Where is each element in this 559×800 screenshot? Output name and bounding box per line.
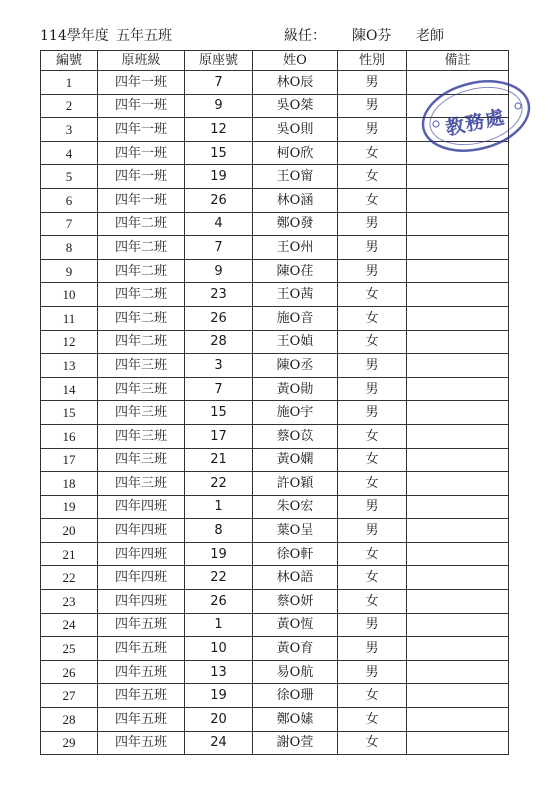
cell-number: 5 [41, 165, 98, 189]
cell-original-class: 四年二班 [98, 283, 185, 307]
cell-remarks [407, 731, 509, 755]
table-row [41, 354, 509, 378]
cell-student-name: 施O音 [253, 306, 338, 330]
table-row [41, 212, 509, 236]
cell-original-seat: 8 [185, 519, 253, 543]
cell-gender: 男 [338, 660, 407, 684]
cell-original-seat: 9 [185, 94, 253, 118]
cell-gender: 男 [338, 212, 407, 236]
column-header-gender: 性別 [338, 51, 407, 71]
table-row [41, 283, 509, 307]
cell-remarks [407, 708, 509, 732]
cell-number: 3 [41, 118, 98, 142]
cell-gender: 男 [338, 401, 407, 425]
cell-gender: 男 [338, 259, 407, 283]
table-body [41, 71, 509, 755]
cell-number: 8 [41, 236, 98, 260]
cell-remarks [407, 448, 509, 472]
cell-number: 26 [41, 660, 98, 684]
cell-original-class: 四年一班 [98, 188, 185, 212]
cell-gender: 男 [338, 519, 407, 543]
cell-original-class: 四年一班 [98, 94, 185, 118]
cell-number: 12 [41, 330, 98, 354]
cell-original-class: 四年二班 [98, 306, 185, 330]
teacher-label: 級任： [284, 28, 326, 44]
cell-gender: 男 [338, 495, 407, 519]
cell-remarks [407, 424, 509, 448]
cell-remarks [407, 542, 509, 566]
cell-gender: 女 [338, 424, 407, 448]
cell-student-name: 蔡O妍 [253, 590, 338, 614]
cell-original-class: 四年二班 [98, 212, 185, 236]
table-row [41, 495, 509, 519]
cell-original-seat: 1 [185, 613, 253, 637]
cell-gender: 女 [338, 590, 407, 614]
column-header-name: 姓O [253, 51, 338, 71]
cell-original-class: 四年五班 [98, 660, 185, 684]
cell-remarks [407, 306, 509, 330]
cell-original-seat: 20 [185, 708, 253, 732]
cell-student-name: 陳O丞 [253, 354, 338, 378]
table-row [41, 731, 509, 755]
cell-gender: 女 [338, 684, 407, 708]
stamp-seal-text: 教務處 [443, 105, 507, 140]
cell-original-seat: 10 [185, 637, 253, 661]
cell-number: 25 [41, 637, 98, 661]
cell-student-name: 吳O則 [253, 118, 338, 142]
column-header-original-class: 原班級 [98, 51, 185, 71]
cell-gender: 女 [338, 165, 407, 189]
column-header-number: 編號 [41, 51, 98, 71]
cell-remarks [407, 519, 509, 543]
cell-original-class: 四年五班 [98, 708, 185, 732]
cell-number: 15 [41, 401, 98, 425]
cell-student-name: 鄭O嫊 [253, 708, 338, 732]
cell-original-class: 四年四班 [98, 566, 185, 590]
cell-number: 2 [41, 94, 98, 118]
cell-original-class: 四年二班 [98, 330, 185, 354]
roster-header [40, 26, 520, 46]
cell-gender: 女 [338, 472, 407, 496]
cell-original-seat: 7 [185, 236, 253, 260]
cell-remarks [407, 330, 509, 354]
table-row [41, 424, 509, 448]
cell-number: 28 [41, 708, 98, 732]
cell-student-name: 黃O恆 [253, 613, 338, 637]
table-row [41, 519, 509, 543]
cell-number: 6 [41, 188, 98, 212]
cell-number: 23 [41, 590, 98, 614]
cell-remarks [407, 637, 509, 661]
cell-student-name: 許O穎 [253, 472, 338, 496]
cell-original-seat: 19 [185, 165, 253, 189]
school-year: 114學年度 [40, 28, 109, 44]
cell-original-seat: 28 [185, 330, 253, 354]
cell-original-seat: 26 [185, 188, 253, 212]
table-row [41, 330, 509, 354]
cell-original-class: 四年四班 [98, 590, 185, 614]
cell-original-seat: 15 [185, 141, 253, 165]
cell-original-seat: 23 [185, 283, 253, 307]
cell-gender: 女 [338, 330, 407, 354]
table-row [41, 566, 509, 590]
cell-original-seat: 15 [185, 401, 253, 425]
table-row [41, 448, 509, 472]
cell-student-name: 吳O桀 [253, 94, 338, 118]
cell-original-class: 四年五班 [98, 731, 185, 755]
cell-student-name: 易O航 [253, 660, 338, 684]
table-row [41, 708, 509, 732]
cell-remarks [407, 566, 509, 590]
table-row [41, 613, 509, 637]
cell-remarks [407, 495, 509, 519]
table-row [41, 684, 509, 708]
cell-gender: 女 [338, 306, 407, 330]
cell-remarks [407, 236, 509, 260]
cell-original-class: 四年三班 [98, 448, 185, 472]
cell-number: 13 [41, 354, 98, 378]
cell-student-name: 施O宇 [253, 401, 338, 425]
cell-original-class: 四年三班 [98, 424, 185, 448]
cell-number: 18 [41, 472, 98, 496]
cell-original-class: 四年四班 [98, 495, 185, 519]
cell-gender: 男 [338, 71, 407, 95]
cell-original-class: 四年三班 [98, 354, 185, 378]
cell-student-name: 黃O育 [253, 637, 338, 661]
table-row [41, 637, 509, 661]
cell-number: 22 [41, 566, 98, 590]
cell-original-seat: 1 [185, 495, 253, 519]
cell-original-class: 四年二班 [98, 236, 185, 260]
column-header-remarks: 備註 [407, 51, 509, 71]
cell-gender: 男 [338, 118, 407, 142]
cell-original-seat: 7 [185, 71, 253, 95]
cell-remarks [407, 354, 509, 378]
cell-original-seat: 22 [185, 566, 253, 590]
cell-original-seat: 19 [185, 542, 253, 566]
cell-original-class: 四年三班 [98, 401, 185, 425]
cell-gender: 男 [338, 637, 407, 661]
cell-number: 7 [41, 212, 98, 236]
column-header-original-seat: 原座號 [185, 51, 253, 71]
cell-number: 17 [41, 448, 98, 472]
cell-original-class: 四年五班 [98, 637, 185, 661]
cell-remarks [407, 590, 509, 614]
cell-original-seat: 9 [185, 259, 253, 283]
cell-gender: 男 [338, 613, 407, 637]
cell-student-name: 徐O珊 [253, 684, 338, 708]
table-row [41, 165, 509, 189]
cell-number: 19 [41, 495, 98, 519]
cell-student-name: 林O辰 [253, 71, 338, 95]
cell-original-seat: 19 [185, 684, 253, 708]
cell-original-class: 四年五班 [98, 613, 185, 637]
cell-remarks [407, 684, 509, 708]
cell-number: 20 [41, 519, 98, 543]
cell-gender: 男 [338, 354, 407, 378]
cell-remarks [407, 377, 509, 401]
cell-original-seat: 4 [185, 212, 253, 236]
cell-original-class: 四年三班 [98, 377, 185, 401]
cell-student-name: 王O媜 [253, 330, 338, 354]
cell-original-class: 四年一班 [98, 71, 185, 95]
cell-remarks [407, 613, 509, 637]
cell-gender: 女 [338, 708, 407, 732]
cell-original-seat: 21 [185, 448, 253, 472]
cell-original-class: 四年一班 [98, 165, 185, 189]
cell-original-seat: 22 [185, 472, 253, 496]
cell-gender: 女 [338, 542, 407, 566]
cell-original-seat: 24 [185, 731, 253, 755]
cell-number: 29 [41, 731, 98, 755]
cell-gender: 女 [338, 448, 407, 472]
table-row [41, 542, 509, 566]
cell-number: 14 [41, 377, 98, 401]
cell-original-class: 四年五班 [98, 684, 185, 708]
cell-original-seat: 17 [185, 424, 253, 448]
teacher-title: 老師 [416, 28, 444, 44]
table-row [41, 377, 509, 401]
cell-original-class: 四年一班 [98, 141, 185, 165]
table-row [41, 306, 509, 330]
cell-original-seat: 13 [185, 660, 253, 684]
cell-student-name: 林O語 [253, 566, 338, 590]
cell-number: 24 [41, 613, 98, 637]
cell-gender: 男 [338, 236, 407, 260]
table-header-row [41, 51, 509, 71]
table-row [41, 188, 509, 212]
cell-original-class: 四年一班 [98, 118, 185, 142]
cell-student-name: 黃O勛 [253, 377, 338, 401]
cell-original-seat: 3 [185, 354, 253, 378]
cell-remarks [407, 401, 509, 425]
cell-original-class: 四年四班 [98, 519, 185, 543]
class-name: 五年五班 [116, 28, 172, 44]
cell-gender: 女 [338, 283, 407, 307]
table-row [41, 236, 509, 260]
table-row [41, 590, 509, 614]
table-row [41, 401, 509, 425]
cell-student-name: 王O甯 [253, 165, 338, 189]
cell-original-class: 四年二班 [98, 259, 185, 283]
cell-original-class: 四年四班 [98, 542, 185, 566]
cell-remarks [407, 472, 509, 496]
teacher-name: 陳O芬 [352, 28, 392, 44]
cell-number: 16 [41, 424, 98, 448]
cell-student-name: 鄭O發 [253, 212, 338, 236]
cell-remarks [407, 188, 509, 212]
table-row [41, 259, 509, 283]
cell-gender: 男 [338, 377, 407, 401]
cell-gender: 男 [338, 94, 407, 118]
cell-student-name: 王O茜 [253, 283, 338, 307]
cell-number: 10 [41, 283, 98, 307]
cell-number: 4 [41, 141, 98, 165]
cell-gender: 女 [338, 566, 407, 590]
cell-original-seat: 26 [185, 590, 253, 614]
cell-number: 27 [41, 684, 98, 708]
cell-number: 11 [41, 306, 98, 330]
cell-student-name: 謝O萱 [253, 731, 338, 755]
cell-number: 1 [41, 71, 98, 95]
cell-gender: 女 [338, 188, 407, 212]
cell-student-name: 柯O欣 [253, 141, 338, 165]
cell-original-class: 四年三班 [98, 472, 185, 496]
cell-student-name: 朱O宏 [253, 495, 338, 519]
cell-student-name: 蔡O苡 [253, 424, 338, 448]
cell-remarks [407, 165, 509, 189]
cell-student-name: 陳O荏 [253, 259, 338, 283]
cell-number: 9 [41, 259, 98, 283]
table-row [41, 472, 509, 496]
cell-student-name: 黃O嫻 [253, 448, 338, 472]
cell-remarks [407, 212, 509, 236]
cell-student-name: 林O涵 [253, 188, 338, 212]
cell-number: 21 [41, 542, 98, 566]
cell-original-seat: 7 [185, 377, 253, 401]
cell-original-seat: 26 [185, 306, 253, 330]
cell-student-name: 王O州 [253, 236, 338, 260]
cell-remarks [407, 283, 509, 307]
cell-gender: 女 [338, 141, 407, 165]
cell-student-name: 葉O呈 [253, 519, 338, 543]
cell-student-name: 徐O軒 [253, 542, 338, 566]
cell-remarks [407, 259, 509, 283]
cell-remarks [407, 660, 509, 684]
table-row [41, 660, 509, 684]
cell-original-seat: 12 [185, 118, 253, 142]
cell-gender: 女 [338, 731, 407, 755]
